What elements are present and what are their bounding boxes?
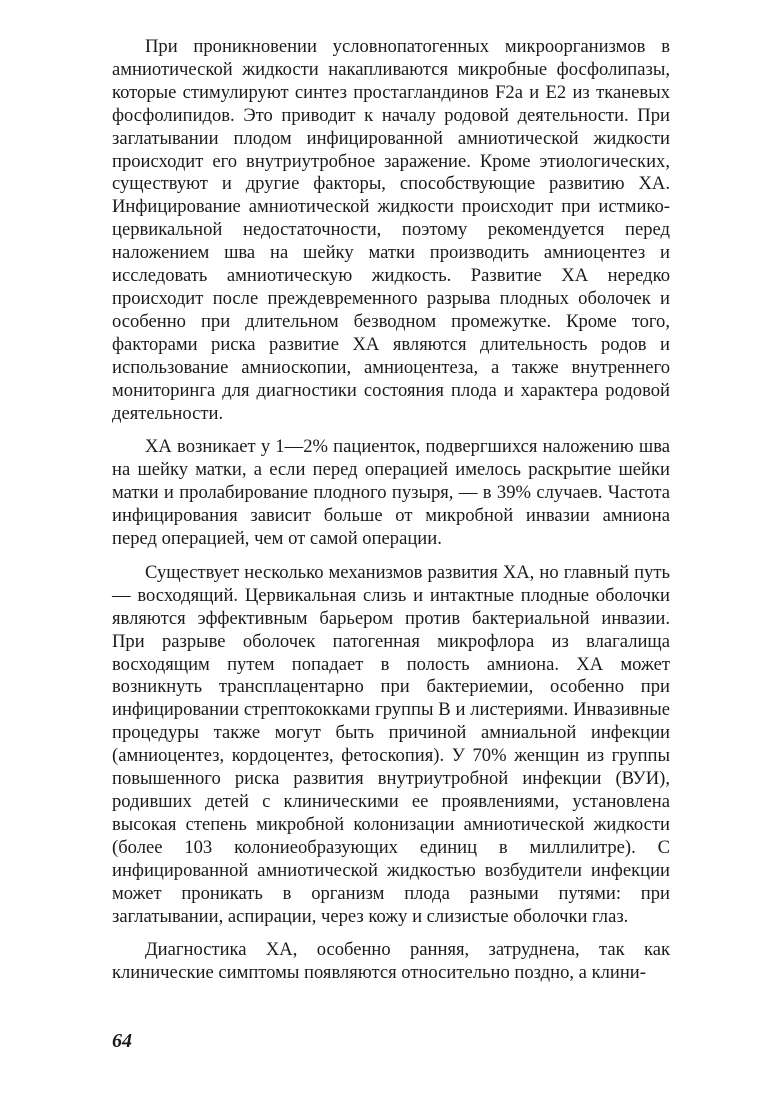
paragraph-2: ХА возникает у 1—2% пациенток, подвергшихся наложению шва на шейку матки, а если перед операцией имелось раскрытие шейки матки и пролабирование плодного пузыря, — в 39% случаев. Частота инфицирования зависит больше от микробной инвазии амниона перед операцией, чем от самой операции. [112,436,670,550]
body-text [112,36,670,996]
paragraph-4: Диагностика ХА, особенно ранняя, затруднена, так как клинические симптомы появляются относительно поздно, а клини- [112,939,670,984]
page-number: 64 [112,1030,132,1052]
paragraph-3: Существует несколько механизмов развития ХА, но главный путь — восходящий. Цервикальная слизь и интактные плодные оболочки являются эффективным барьером против бактериальной инвазии. При разрыве оболочек патогенная микрофлора из влагалища восходящим путем попадает в полость амниона. ХА может возникнуть трансплацентарно при бактериемии, особенно при инфицировании стрептококками группы B и листериями. Инвазивные процедуры также могут быть причиной амниальной инфекции (амниоцентез, кордоцентез, фетоскопия). У 70% женщин из группы повышенного риска развития внутриутробной инфекции (ВУИ), родивших детей с клиническими ее проявлениями, установлена высокая степень микробной колонизации амниотической жидкости (более 103 колониеобразующих единиц в миллилитре). С инфицированной амниотической жидкостью возбудители инфекции может проникать в организм плода разными путями: при заглатывании, аспирации, через кожу и слизистые оболочки глаз. [112,561,670,927]
paragraph-1: При проникновении условнопатогенных микроорганизмов в амниотической жидкости накапливаются микробные фосфолипазы, которые стимулируют синтез простагландинов F2a и E2 из тканевых фосфолипидов. Это приводит к началу родовой деятельности. При заглатывании плодом инфицированной амниотической жидкости происходит его внутриутробное заражение. Кроме этиологических, существуют и другие факторы, способствующие развитию ХА. Инфицирование амниотической жидкости происходит при истмико-цервикальной недостаточности, поэтому рекомендуется перед наложением шва на шейку матки производить амниоцентез и исследовать амниотическую жидкость. Развитие ХА нередко происходит после преждевременного разрыва плодных оболочек и особенно при длительном безводном промежутке. Кроме того, факторами риска развитие ХА являются длительность родов и использование амниоскопии, амниоцентеза, а также внутреннего мониторинга для диагностики состояния плода и характера родовой деятельности. [112,36,670,424]
